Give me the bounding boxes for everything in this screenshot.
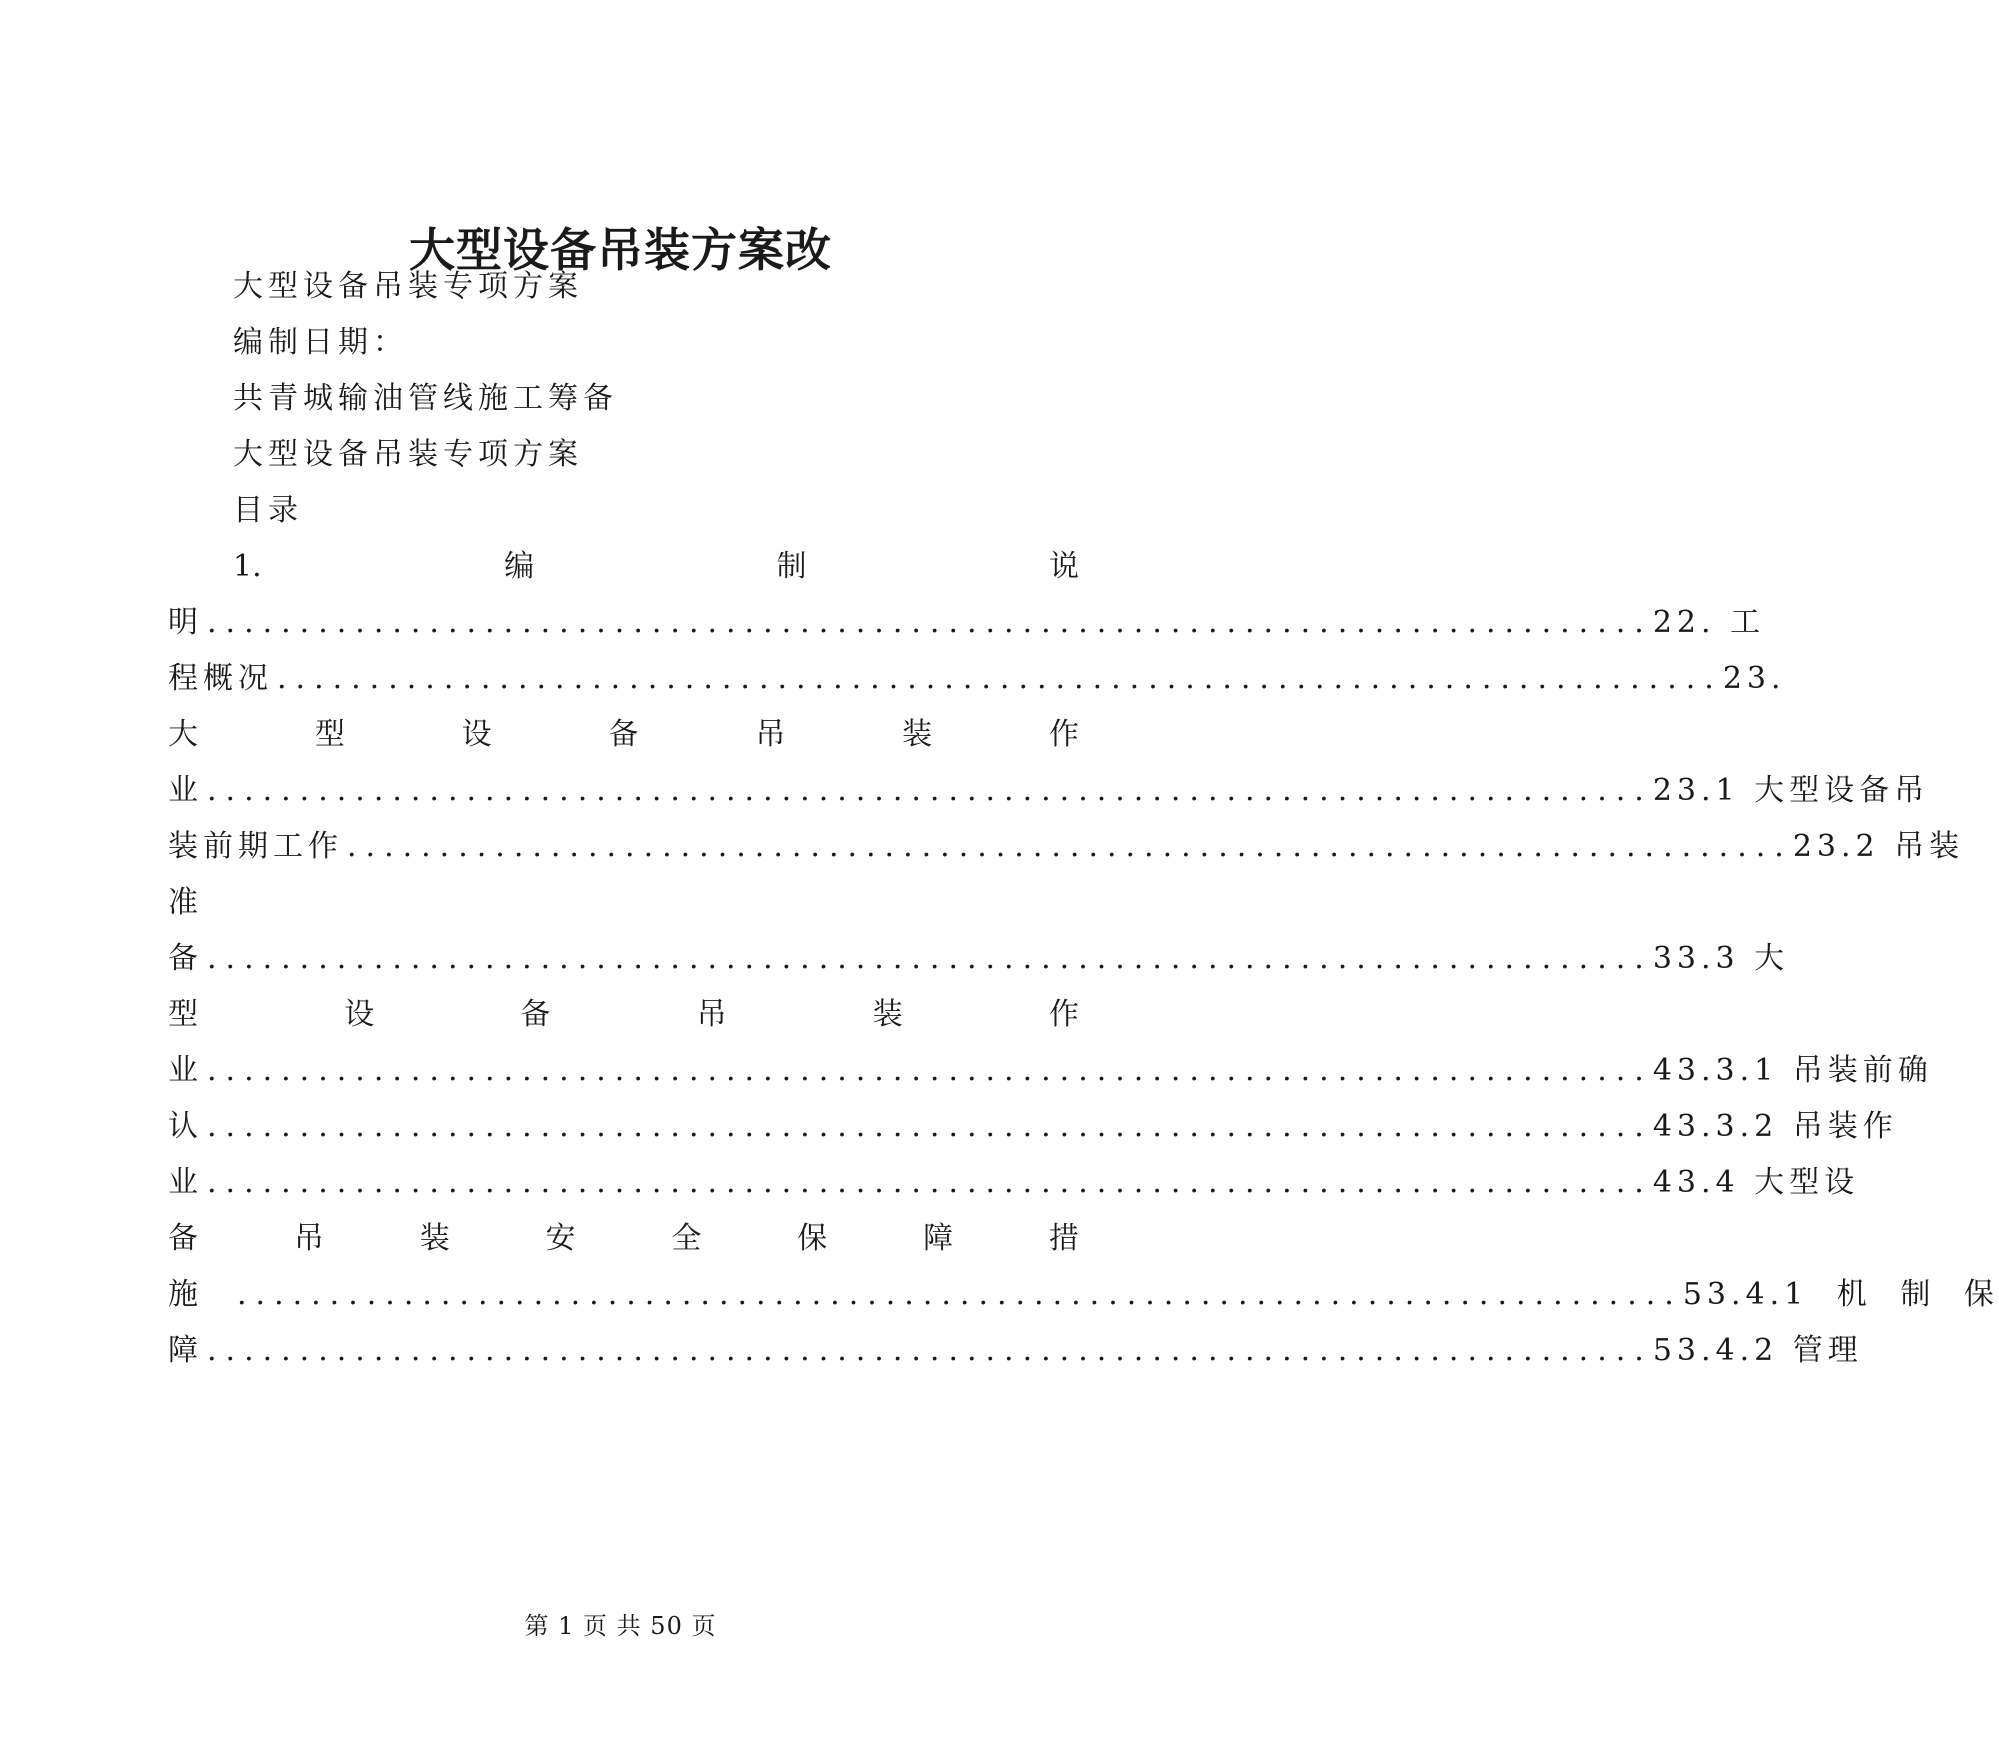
toc-word: 型: [314, 717, 345, 752]
date-line: 编制日期：: [233, 325, 408, 360]
toc-word: 作: [1048, 997, 1079, 1032]
toc-entry-head: 业: [168, 1053, 203, 1088]
document-title: 大型设备吊装方案改: [409, 223, 832, 277]
plan-name-line: 大型设备吊装专项方案: [233, 437, 583, 472]
toc-entry-tail: 53.4.2 管理: [1652, 1333, 1863, 1368]
toc-leader-dots: ..............................................................................: [347, 829, 1793, 864]
toc-entry-tail: 22. 工: [1652, 605, 1766, 640]
toc-word: 设: [461, 717, 492, 752]
toc-word: 装: [419, 1221, 450, 1256]
toc-row: [168, 713, 1079, 757]
toc-entry-tail: 33.3 大: [1652, 941, 1790, 976]
toc-word: 备: [168, 1221, 198, 1256]
toc-word: 措: [1048, 1221, 1079, 1256]
toc-row: [168, 1217, 1079, 1261]
toc-leader-dots: ..............................................................................: [207, 1053, 1653, 1088]
toc-word: 吊: [696, 997, 727, 1032]
toc-row: [168, 601, 1766, 645]
toc-entry-tail: 53.4.1 机 制 保: [1682, 1277, 1999, 1312]
toc-leader-dots: ..............................................................................: [207, 773, 1653, 808]
toc-entry-tail: 43.3.1 吊装前确: [1652, 1053, 1933, 1088]
toc-row: [168, 993, 1079, 1037]
toc-entry-head: 程概况: [168, 661, 273, 696]
subtitle-line: 大型设备吊装专项方案: [233, 269, 583, 304]
toc-row: [168, 1273, 1999, 1317]
toc-word: 设: [344, 997, 375, 1032]
toc-entry-head: 业: [168, 1165, 203, 1200]
toc-row: [168, 769, 1930, 813]
toc-entry-tail: 43.4 大型设: [1652, 1165, 1860, 1200]
toc-word: 作: [1048, 717, 1079, 752]
toc-row: [168, 937, 1790, 981]
toc-word: 吊: [755, 717, 786, 752]
toc-leader-dots: ..............................................................................: [207, 1109, 1653, 1144]
toc-leader-dots: ..............................................................................: [207, 1165, 1653, 1200]
toc-heading: 目录: [233, 493, 303, 528]
toc-entry-head: 业: [168, 773, 203, 808]
toc-row: [168, 1161, 1860, 1205]
toc-entry-head: 备: [168, 941, 203, 976]
toc-row: [168, 657, 1786, 701]
toc-word: 制: [776, 549, 807, 584]
toc-entry-head: 施: [168, 1277, 203, 1312]
toc-entry-head: 明: [168, 605, 203, 640]
toc-row: [168, 825, 1965, 869]
toc-word: 备: [608, 717, 639, 752]
organization-line: 共青城输油管线施工筹备: [233, 381, 618, 416]
toc-entry-tail: 43.3.2 吊装作: [1652, 1109, 1898, 1144]
toc-word: 说: [1048, 549, 1079, 584]
toc-entry-tail: 23.2 吊装: [1792, 829, 1965, 864]
toc-word: 编: [504, 549, 535, 584]
toc-row: [233, 545, 1079, 589]
toc-word: 备: [520, 997, 551, 1032]
toc-word: 型: [168, 997, 198, 1032]
toc-leader-dots: ..............................................................................: [207, 605, 1653, 640]
toc-leader-dots: ..............................................................................: [207, 941, 1653, 976]
toc-leader-dots: ..............................................................................: [207, 1333, 1653, 1368]
toc-row: [168, 1049, 1933, 1093]
toc-entry-head: 认: [168, 1109, 203, 1144]
toc-leader-dots: ..............................................................................: [277, 661, 1723, 696]
toc-entry-head: 障: [168, 1333, 203, 1368]
toc-word: 1.: [233, 549, 262, 584]
page-number-footer: 第 1 页 共 50 页: [524, 1612, 717, 1640]
toc-word: 大: [168, 717, 198, 752]
toc-word: 安: [545, 1221, 576, 1256]
toc-word: 装: [872, 997, 903, 1032]
toc-entry-tail: 23.: [1722, 661, 1786, 696]
toc-entry-tail: 23.1 大型设备吊: [1652, 773, 1930, 808]
toc-row: [168, 1105, 1898, 1149]
toc-leader-dots: ..............................................................................: [237, 1277, 1683, 1312]
toc-word: 全: [671, 1221, 702, 1256]
toc-entry-head: 装前期工作: [168, 829, 343, 864]
toc-word: 保: [797, 1221, 828, 1256]
toc-word: 障: [923, 1221, 954, 1256]
toc-word: 吊: [293, 1221, 324, 1256]
toc-word: 装: [902, 717, 933, 752]
toc-row: 准: [168, 885, 203, 920]
toc-row: [168, 1329, 1863, 1373]
